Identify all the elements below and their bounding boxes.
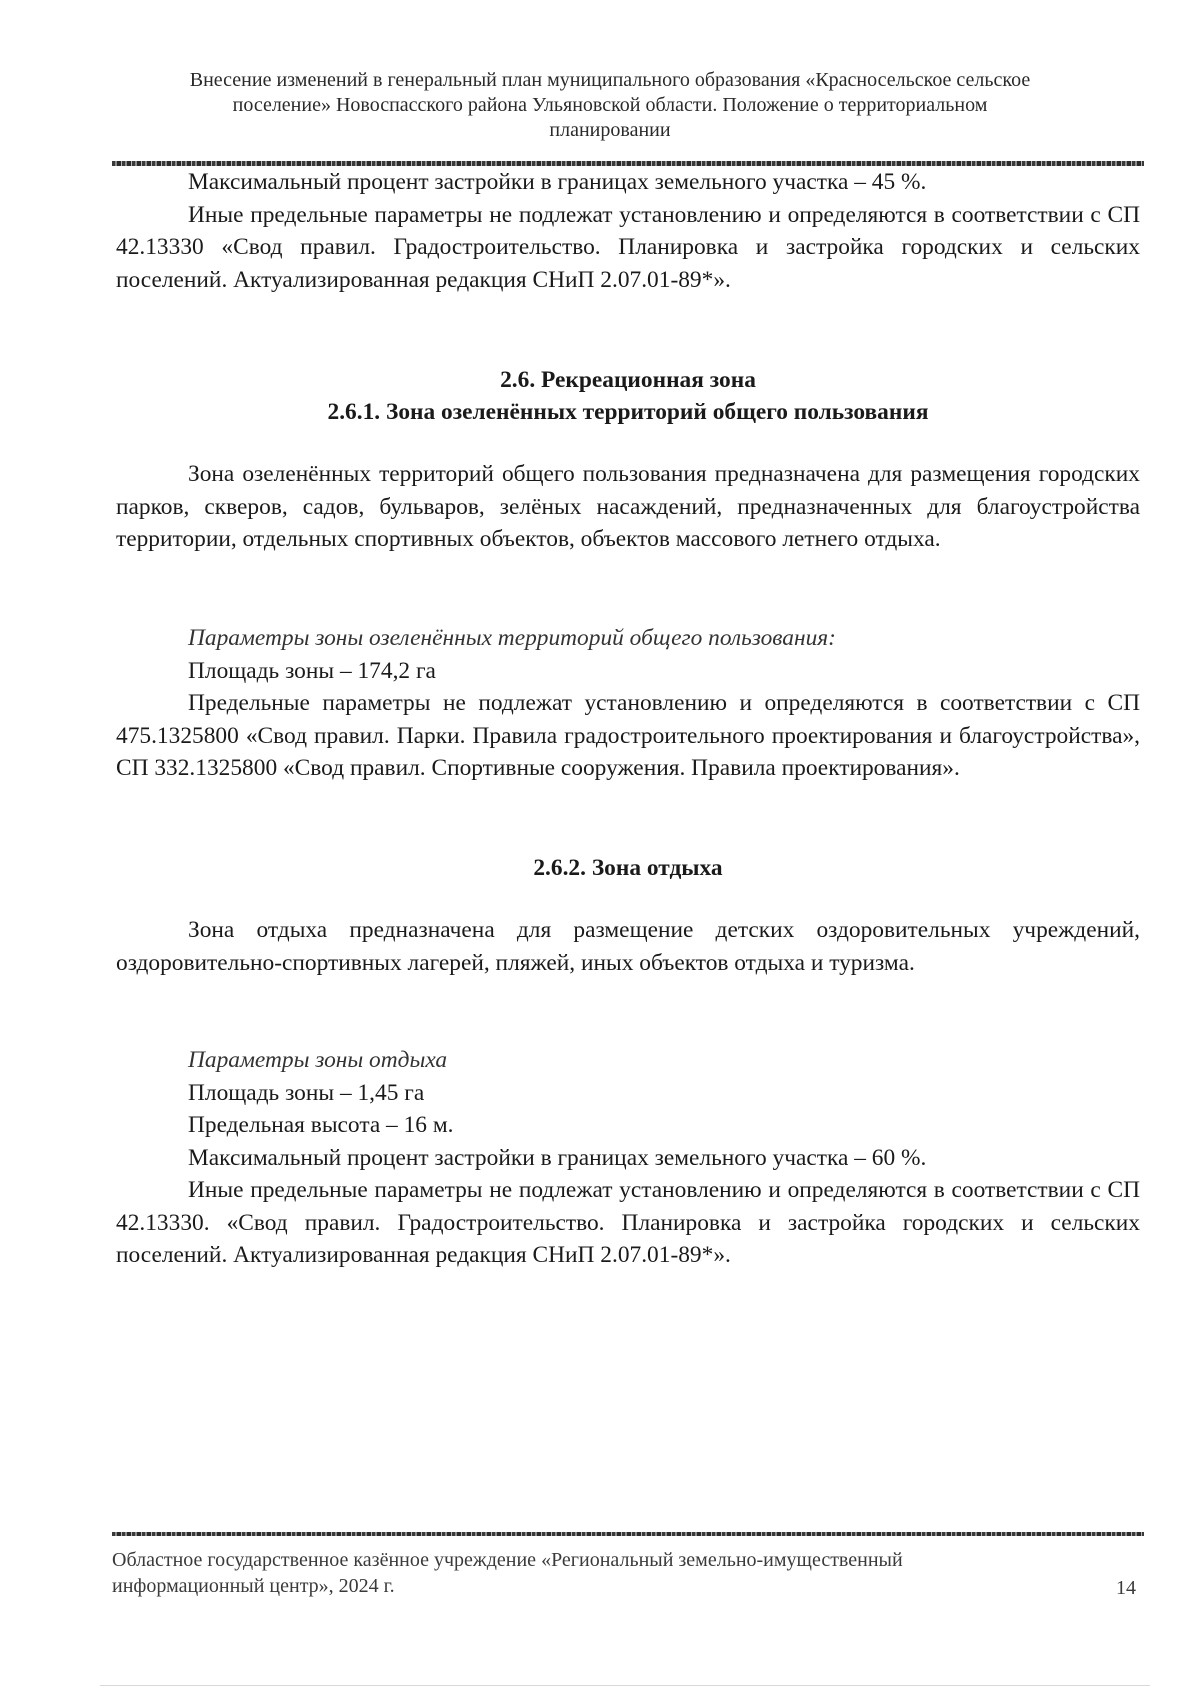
other-params-paragraph: Иные предельные параметры не подлежат установлению и определяются в соответствии с СП 42.13330 «Свод правил. Градостроительство. Планировка и застройка городских и сельских поселений. Актуализированная редакция СНиП 2.07.01-89*».: [116, 201, 1140, 293]
section-title-2-6-2: 2.6.2. Зона отдыха: [533, 855, 723, 881]
section-subtitle-2-6-1: 2.6.1. Зона озеленённых территорий общего пользования: [327, 399, 929, 425]
header-line-3: планировании: [549, 119, 671, 141]
rest-zone-params: [116, 1044, 1140, 1272]
rest-zone-params-title: Параметры зоны отдыха: [188, 1047, 448, 1073]
green-zone-description-paragraph: Зона озеленённых территорий общего пользования предназначена для размещения городских парков, скверов, садов, бульваров, зелёных насаждений, предназначенных для благоустройства территории, отдельных спортивных объектов, объектов массового летнего отдыха.: [116, 461, 1140, 552]
top-block: [116, 166, 1140, 296]
section-title-2-6: 2.6. Рекреационная зона: [500, 367, 756, 393]
rest-zone-max-percent-line: Максимальный процент застройки в границах земельного участка – 60 %.: [188, 1144, 927, 1171]
footer-line-1: Областное государственное казённое учреждение «Региональный земельно-имущественный: [112, 1549, 903, 1571]
page-number: 14: [1116, 1577, 1136, 1599]
green-zone-params: [116, 622, 1140, 785]
scan-edge-line: [100, 1685, 1150, 1686]
footer-divider: [112, 1532, 1144, 1536]
max-percent-line: Максимальный процент застройки в границах земельного участка – 45 %.: [188, 169, 927, 195]
green-zone-description: [116, 458, 1140, 556]
green-zone-limits-paragraph: Предельные параметры не подлежат установлению и определяются в соответствии с СП 475.1325800 «Свод правил. Парки. Правила градостроительного проектирования и благоустройства», СП 332.1325800 «Свод правил. Спортивные сооружения. Правила проектирования».: [116, 690, 1140, 781]
page-header: [110, 68, 1110, 143]
rest-zone-other-params-paragraph: Иные предельные параметры не подлежат установлению и определяются в соответствии с СП 42.13330. «Свод правил. Градостроительство. Планировка и застройка городских и сельских поселений. Актуализированная редакция СНиП 2.07.01-89*».: [116, 1177, 1140, 1268]
green-zone-params-title: Параметры зоны озеленённых территорий общего пользования:: [188, 625, 836, 651]
rest-zone-area-line: Площадь зоны – 1,45 га: [188, 1079, 425, 1106]
footer-line-2: информационный центр», 2024 г.: [112, 1575, 395, 1597]
page-footer: [112, 1547, 1144, 1599]
green-zone-area-line: Площадь зоны – 174,2 га: [188, 657, 436, 684]
header-line-2: поселение» Новоспасского района Ульяновской области. Положение о территориальном: [232, 94, 988, 116]
header-line-1: Внесение изменений в генеральный план муниципального образования «Красносельское сельское: [189, 69, 1031, 91]
rest-zone-height-line: Предельная высота – 16 м.: [188, 1112, 454, 1138]
rest-zone-description: [116, 914, 1140, 979]
rest-zone-description-paragraph: Зона отдыха предназначена для размещение детских оздоровительных учреждений, оздоровительно-спортивных лагерей, пляжей, иных объектов отдыха и туризма.: [116, 917, 1140, 976]
